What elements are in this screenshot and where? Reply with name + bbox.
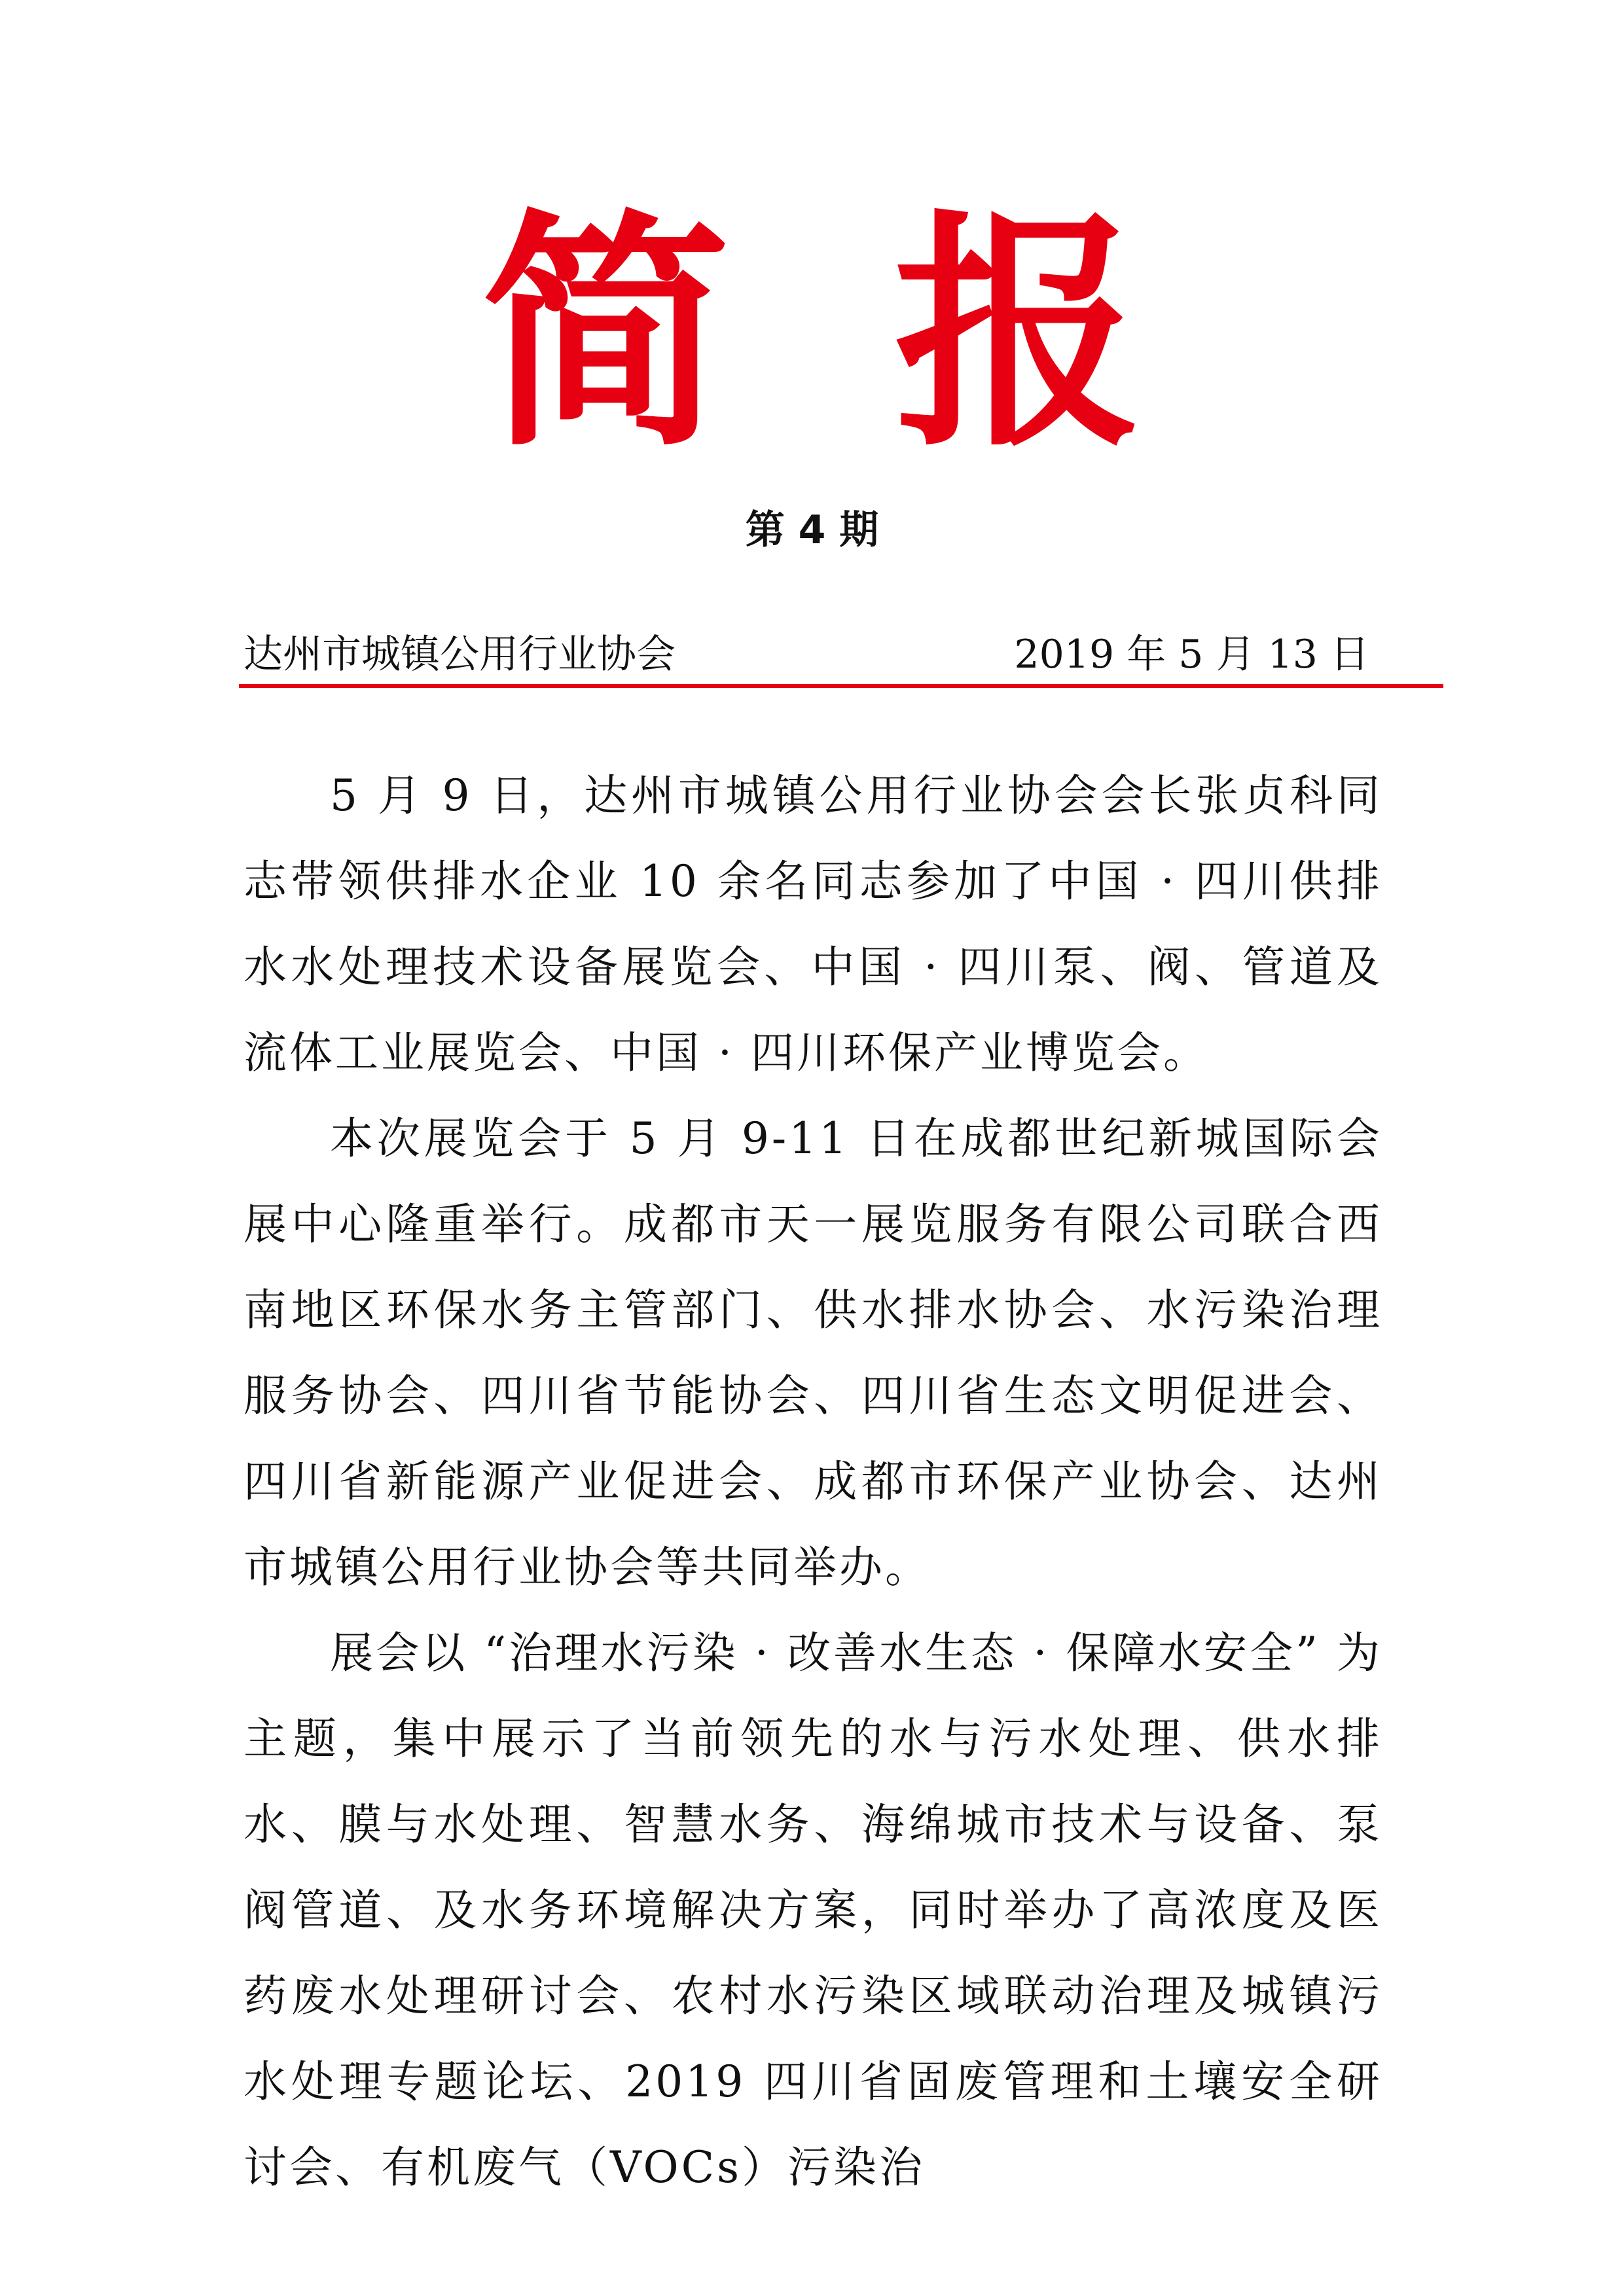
body-paragraph-2: 本次展览会于 5 月 9-11 日在成都世纪新城国际会展中心隆重举行。成都市天一展览服务有限公司联合西南地区环保水务主管部门、供水排水协会、水污染治理服务协会、四川省节能协会、四川省生态文明促进会、四川省新能源产业促进会、成都市环保产业协会、达州市城镇公用行业协会等共同举办。 — [244, 1113, 1382, 1592]
document-title — [0, 187, 1624, 480]
title-char-1: 简 — [481, 187, 731, 480]
issuing-organization: 达州市城镇公用行业协会 — [244, 632, 676, 677]
issuer-line — [244, 628, 1369, 681]
issue-date: 2019 年 5 月 13 日 — [1014, 632, 1369, 677]
title-char-2: 报 — [893, 187, 1143, 480]
body-paragraph-3: 展会以 “治理水污染 · 改善水生态 · 保障水安全” 为主题，集中展示了当前领先的水与污水处理、供水排水、膜与水处理、智慧水务、海绵城市技术与设备、泵阀管道、及水务环境解决方案，同时举办了高浓度及医药废水处理研讨会、农村水污染区域联动治理及城镇污水处理专题论坛、2019 四川省固废管理和土壤安全研讨会、有机废气（VOCs）污染治 — [244, 1628, 1382, 2193]
issue-number: 第 4 期 — [745, 507, 879, 553]
red-divider-rule — [239, 684, 1443, 688]
document-body — [244, 753, 1382, 2210]
body-paragraph-1: 5 月 9 日，达州市城镇公用行业协会会长张贞科同志带领供排水企业 10 余名同志参加了中国 · 四川供排水水处理技术设备展览会、中国 · 四川泵、阀、管道及流体工业展览会、中国 · 四川环保产业博览会。 — [244, 770, 1382, 1078]
